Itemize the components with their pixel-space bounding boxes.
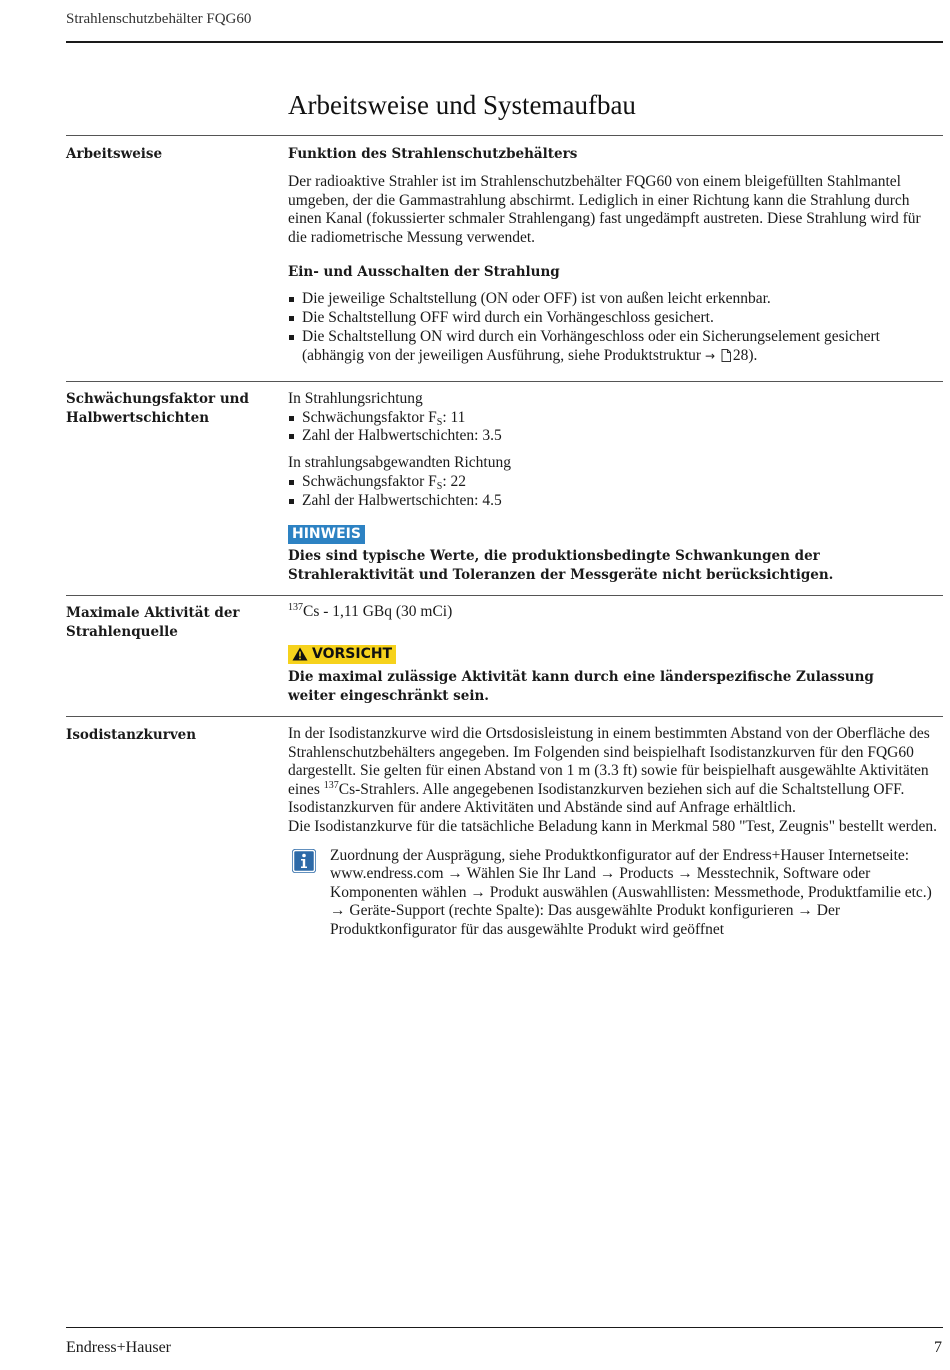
paragraph-merkmal: Die Isodistanzkurve für die tatsächliche Beladung kann in Merkmal 580 "Test, Zeugnis" bestellt werden.	[288, 817, 938, 835]
section-label-schwaechung: Schwächungsfaktor und Halbwertschichten	[66, 391, 249, 426]
footer-brand: Endress+Hauser	[66, 1339, 171, 1356]
factor-subscript: S	[436, 416, 443, 428]
caution-text: Die maximal zulässige Aktivität kann durch eine länderspezifische Zulassung weiter eingeschränkt sein.	[288, 669, 874, 705]
header-rule	[66, 41, 943, 43]
isotope-value: Cs - 1,11 GBq (30 mCi)	[303, 603, 453, 620]
subheading-schalten: Ein- und Ausschalten der Strahlung	[288, 264, 560, 281]
paragraph-funktion: Der radioaktive Strahler ist im Strahlenschutzbehälter FQG60 von einem bleigefüllten Stahlmantel umgeben, der die Gammastrahlung abschirmt. Lediglich in einer Richtung kann die Strahlung durch einen Kanal (fokussierter schmaler Strahlengang) fast ungedämpft austreten. Diese Strahlung wird für die radiometrische Messung verwendet.	[288, 173, 921, 246]
section-aktivitaet	[288, 603, 943, 706]
isotope-mass-number: 137	[323, 779, 339, 791]
list-item-text: Die Schaltstellung ON wird durch ein Vorhängeschloss oder ein Sicherungselement gesichert (abhängig von der jeweiligen Ausführung, siehe Produktstruktur	[302, 327, 880, 364]
section-arbeitsweise	[288, 145, 943, 368]
section-label-isodistanz: Isodistanzkurven	[66, 727, 197, 743]
vorsicht-label: VORSICHT	[312, 645, 393, 662]
factor-value: : 11	[442, 408, 466, 426]
section-label-aktivitaet: Maximale Aktivität der Strahlenquelle	[66, 605, 240, 640]
footer-rule	[66, 1327, 943, 1328]
list-item: Zahl der Halbwertschichten: 3.5	[288, 427, 943, 446]
section-divider	[66, 595, 943, 596]
section-schwaechung	[288, 390, 943, 585]
warning-triangle-icon	[292, 647, 308, 661]
vorsicht-badge	[288, 645, 396, 664]
section-isodistanz	[288, 725, 943, 940]
list-item: Die Schaltstellung OFF wird durch ein Vorhängeschloss gesichert.	[288, 309, 943, 328]
group-title-abgewandt: In strahlungsabgewandten Richtung	[288, 454, 511, 472]
info-icon	[292, 849, 316, 873]
list-item	[288, 328, 943, 368]
paragraph-part: Cs-Strahlers. Alle angegebenen Isodistanzkurven beziehen sich auf die Schaltstellung OFF. Isodistanzkurven für andere Aktivitäten und Abstände sind auf Anfrage erhältlich.	[288, 780, 905, 817]
factor-label: Schwächungsfaktor F	[302, 472, 437, 490]
bullet-list-in-richtung	[288, 409, 943, 447]
paragraph-part: In der Isodistanzkurve wird die Ortsdosisleistung in einem bestimmten Abstand von der Oberfläche des Strahlenschutzbehälters angegeben. Im Folgenden sind beispielhaft Isodistanzkurven für den FQG60 dargestellt. Sie gelten für einen Abstand von 1 m (3.3 ft) sowie für beispielhaft ausgewählte Aktivitäten eines	[288, 725, 930, 798]
list-item	[288, 473, 943, 492]
paragraph-isodistanz	[288, 725, 943, 818]
bullet-list-abgewandt	[288, 473, 943, 511]
list-item	[288, 409, 943, 428]
info-block	[288, 847, 943, 940]
hinweis-badge: HINWEIS	[288, 525, 365, 544]
isotope-activity	[288, 603, 943, 622]
section-divider	[66, 716, 943, 717]
running-header: Strahlenschutzbehälter FQG60	[66, 11, 252, 27]
notice-vorsicht	[288, 645, 943, 707]
page-number: 7	[934, 1339, 942, 1356]
bullet-list-schaltstellung	[288, 290, 943, 367]
arrow-right-icon: →	[704, 348, 715, 363]
subheading-funktion: Funktion des Strahlenschutzbehälters	[288, 146, 578, 162]
section-divider	[66, 381, 943, 382]
notice-text: Dies sind typische Werte, die produktionsbedingte Schwankungen der Strahleraktivität und Toleranzen der Messgeräte nicht berücksichtigen.	[288, 548, 834, 584]
page-reference-icon	[721, 349, 731, 368]
list-item: Die jeweilige Schaltstellung (ON oder OFF) ist von außen leicht erkennbar.	[288, 290, 943, 309]
factor-subscript: S	[436, 480, 443, 492]
factor-label: Schwächungsfaktor F	[302, 408, 437, 426]
page-title: Arbeitsweise und Systemaufbau	[288, 90, 636, 120]
info-text: Zuordnung der Ausprägung, siehe Produktkonfigurator auf der Endress+Hauser Internetseite: www.endress.com → Wählen Sie Ihr Land → Products → Messtechnik, Software oder Komponenten wählen → Produkt auswählen (Auswahllisten: Messmethode, Produktfamilie etc.) → Geräte-Support (rechte Spalte): Das ausgewählte Produkt konfigurieren → Der Produktkonfigurator für das ausgewählte Produkt wird geöffnet	[330, 846, 932, 938]
group-title-in-richtung: In Strahlungsrichtung	[288, 390, 423, 407]
factor-value: : 22	[442, 472, 466, 490]
notice-hinweis	[288, 523, 943, 585]
section-divider	[66, 135, 943, 136]
page-reference[interactable]: 28).	[732, 346, 758, 364]
list-item: Zahl der Halbwertschichten: 4.5	[288, 492, 943, 511]
isotope-mass-number: 137	[288, 602, 303, 613]
section-label-arbeitsweise: Arbeitsweise	[66, 146, 163, 162]
